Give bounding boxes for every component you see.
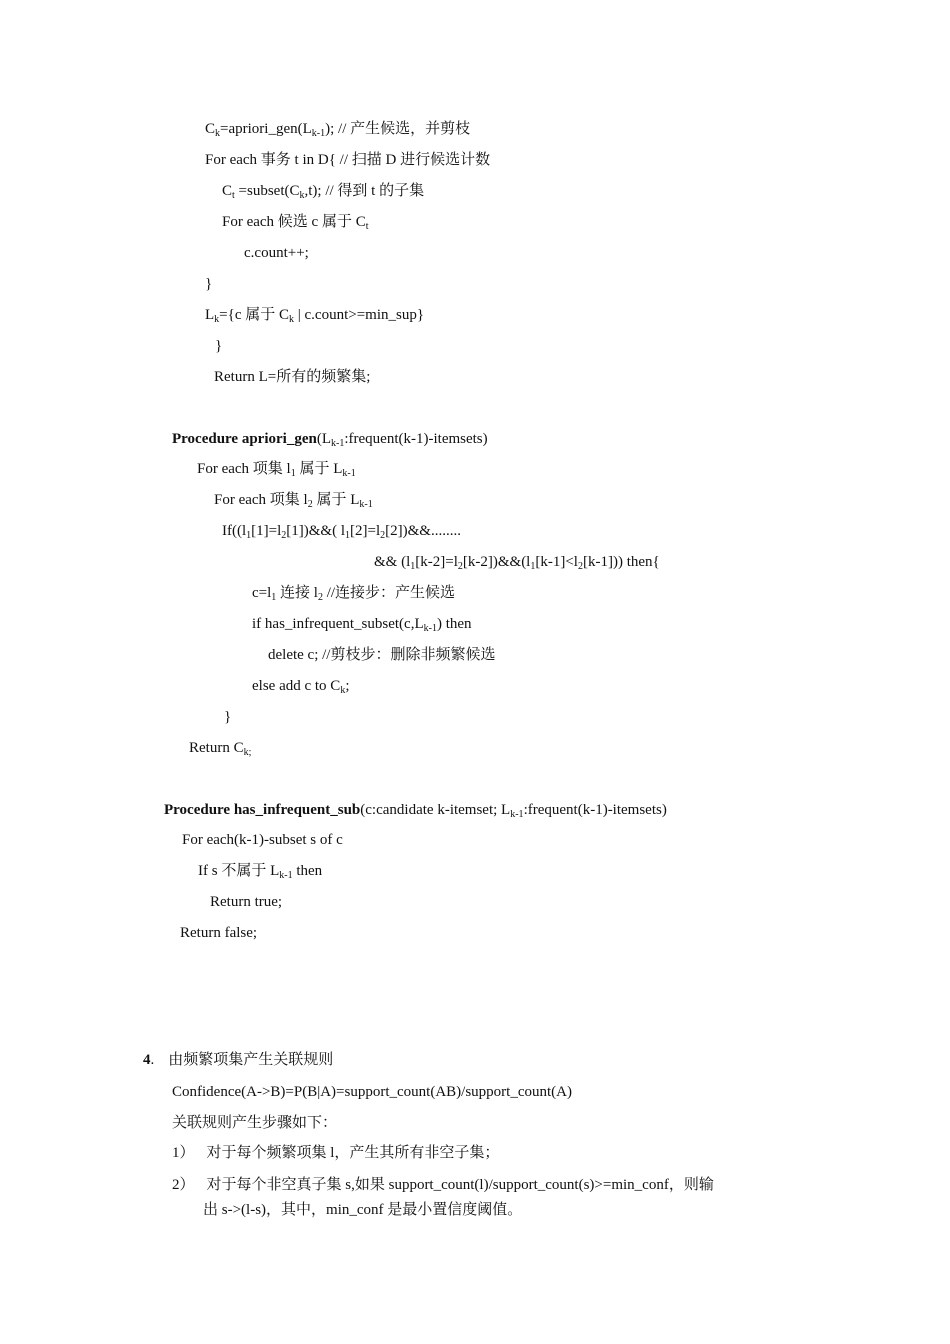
- steps-intro: 关联规则产生步骤如下：: [172, 1115, 338, 1131]
- procedure-has-infrequent-heading: Procedure has_infrequent_sub(c:candidate k-itemset; $L_{k-1}:frequent(k-1)-itemsets$): [164, 802, 667, 820]
- code-line-has-infrequent-check: if $has\_infrequent\_subset(c,L_{k-1})$ then: [252, 616, 472, 634]
- code-line-for-each-l1: For each 项集 $l_1$ 属于 $L_{k-1}$: [197, 461, 356, 479]
- code-line-for-each-transaction: For each 事务 t in D{ // 扫描 D 进行候选计数: [205, 152, 491, 168]
- code-line-return-ck: Return $C_{k;}$: [189, 740, 252, 758]
- code-line-for-each-l2: For each 项集 $l_2$ 属于 $L_{k-1}$: [214, 492, 373, 510]
- code-line-lk-filter: $L_k=\{c$ 属于 $C_k$ | c.count>=min_sup}: [205, 307, 425, 325]
- list-item-step-2-cont: 出 s->(l-s)，其中，min_conf 是最小置信度阈值。: [203, 1202, 523, 1218]
- code-line-else-add: else add c to $C_k$;: [252, 678, 350, 696]
- code-line-if-condition: $If((l_1[1]=l_2[1])\&\&$( $l_1[2]=l_2[2])\&\&$........: [222, 523, 461, 541]
- code-line-ct-subset: $C_t$ $=subset(C_k,t)$; // 得到 t 的子集: [222, 183, 425, 201]
- code-line-join-step: $c=l_1$ 连接 $l_2$ //连接步：产生候选: [252, 585, 456, 603]
- code-line-delete-c: delete c; //剪枝步：删除非频繁候选: [268, 647, 496, 663]
- code-line-close-brace: }: [215, 338, 223, 354]
- code-line-close-brace: }: [224, 709, 232, 725]
- section-4-heading: 4. 由频繁项集产生关联规则: [143, 1052, 334, 1068]
- confidence-formula: Confidence(A->B)=P(B|A)=support_count(AB)/support_count(A): [172, 1084, 572, 1100]
- code-line-return-false: Return false;: [180, 925, 258, 941]
- code-line-if-not-in-l: If s 不属于 $L_{k-1}$ then: [198, 863, 323, 881]
- code-line-return-true: Return true;: [210, 894, 283, 910]
- code-line-for-each-candidate: For each 候选 c 属于 $C_t$: [222, 214, 369, 232]
- list-item-step-2: 2） 对于每个非空真子集 s,如果 support_count(l)/support_count(s)>=min_conf，则输: [172, 1177, 714, 1193]
- list-item-step-1: 1） 对于每个频繁项集 l，产生其所有非空子集；: [172, 1145, 500, 1161]
- code-line-if-condition-cont: && $(l_1[k-2]=l_2[k-2])\&\&(l_1[k-1]<l_2[k-1])$) then{: [374, 554, 660, 572]
- code-line-for-each-subset: For each(k-1)-subset s of c: [182, 832, 343, 848]
- code-line-close-brace: }: [205, 276, 213, 292]
- procedure-apriori-gen-heading: Procedure $apriori\_gen(L_{k-1}:frequent(k-1)-itemsets)$: [172, 431, 488, 449]
- code-line-return-l: Return L=所有的频繁集;: [214, 369, 371, 385]
- code-line-count-increment: c.count++;: [244, 245, 309, 261]
- code-line-ck-apriori-gen: $C_k=apriori\_gen(L_{k-1})$; // 产生候选，并剪枝: [205, 121, 471, 139]
